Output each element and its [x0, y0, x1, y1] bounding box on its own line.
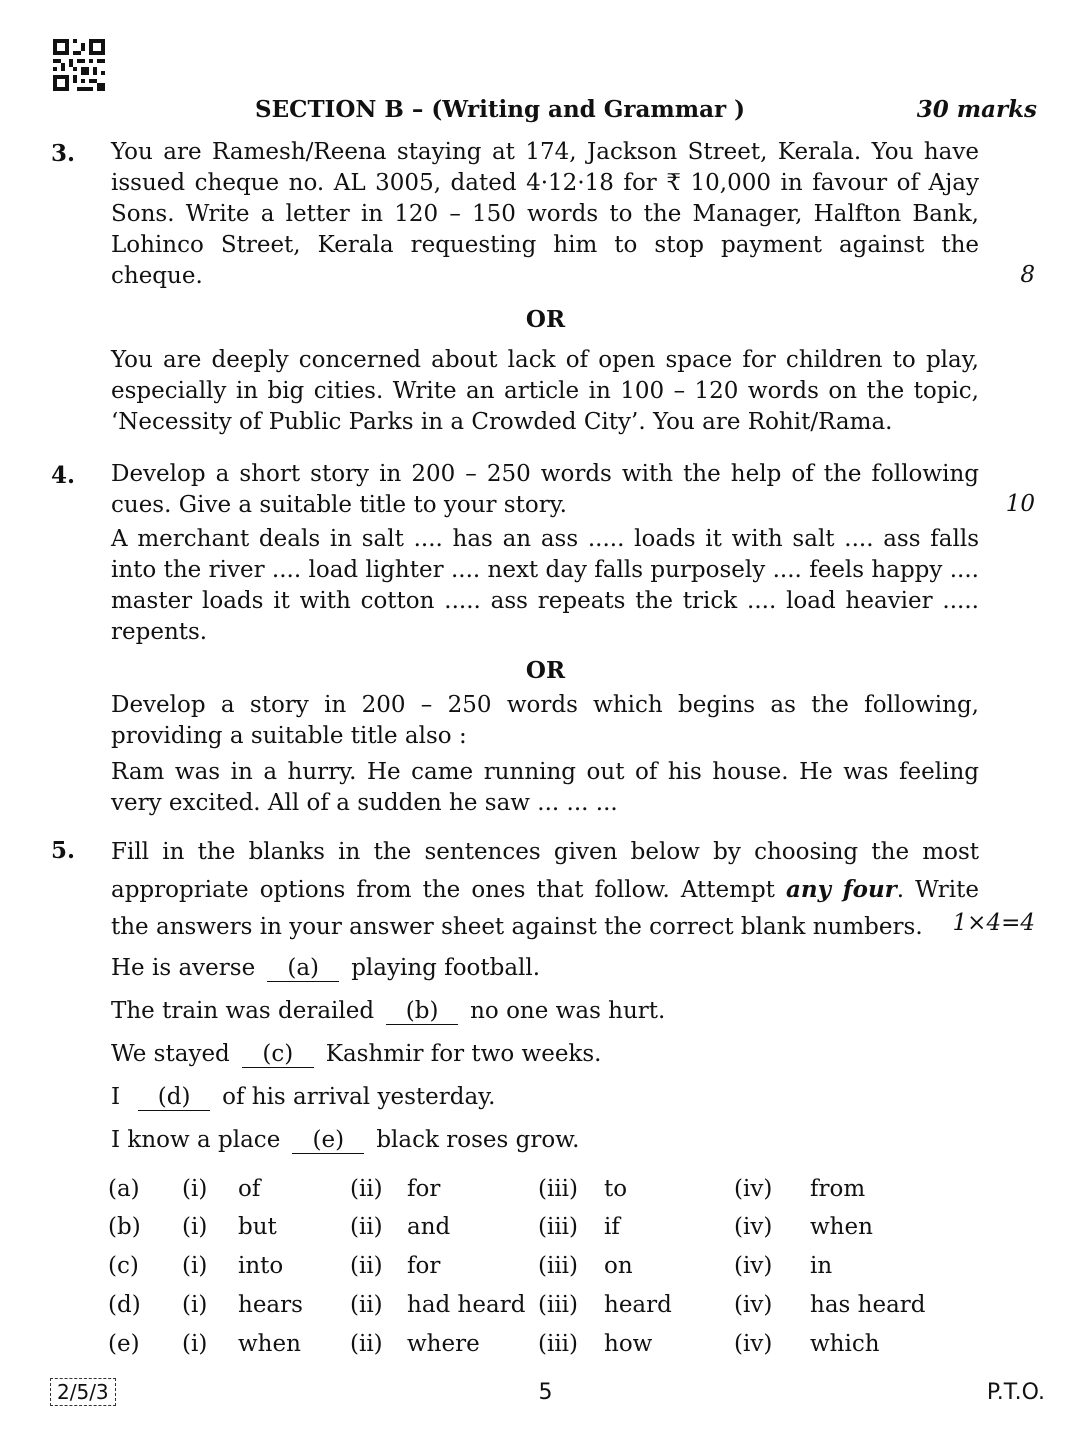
question-4-marks: 10 — [1005, 491, 1035, 517]
or-label: OR — [525, 306, 566, 333]
roman-iv: (iv) — [734, 1253, 773, 1279]
qr-code-icon — [53, 39, 105, 91]
please-turn-over: P.T.O. — [986, 1380, 1045, 1405]
option-label: (a) — [108, 1176, 140, 1202]
emphasis-any-four: any four — [785, 876, 897, 903]
blank-sentence-a: He is averse (a) playing football. — [111, 955, 541, 981]
roman-ii: (ii) — [350, 1292, 383, 1318]
question-3-line: issued cheque no. AL 3005, dated 4·12·18 for ₹ 10,000 in favour of Ajay — [111, 170, 979, 196]
option-i: into — [238, 1253, 284, 1279]
option-label: (e) — [108, 1331, 140, 1357]
option-i: but — [238, 1214, 277, 1240]
blank-c: (c) — [242, 1041, 314, 1068]
question-number-4: 4. — [51, 462, 76, 489]
roman-i: (i) — [182, 1214, 208, 1240]
roman-iii: (iii) — [538, 1176, 579, 1202]
question-number-5: 5. — [51, 837, 76, 864]
cue-line: into the river .... load lighter .... next day falls purposely .... feels happy .... — [111, 557, 979, 583]
option-iii: on — [604, 1253, 633, 1279]
question-4-alternative-text — [111, 690, 979, 752]
roman-ii: (ii) — [350, 1214, 383, 1240]
option-iii: heard — [604, 1292, 672, 1318]
cue-line: master loads it with cotton ..... ass repeats the trick .... load heavier ..... — [111, 588, 979, 614]
roman-i: (i) — [182, 1292, 208, 1318]
option-label: (b) — [108, 1214, 141, 1240]
blank-e: (e) — [292, 1127, 364, 1154]
question-5-line: appropriate options from the ones that follow. Attempt any four. Write — [111, 876, 979, 903]
paper-code: 2/5/3 — [50, 1378, 116, 1406]
question-3-line: Sons. Write a letter in 120 – 150 words to the Manager, Halfton Bank, — [111, 201, 979, 227]
question-4-alt-line: Develop a story in 200 – 250 words which begins as the following, — [111, 692, 979, 718]
roman-ii: (ii) — [350, 1176, 383, 1202]
blank-sentence-e: I know a place (e) black roses grow. — [111, 1127, 580, 1153]
cue-line: A merchant deals in salt .... has an ass ..... loads it with salt .... ass falls — [111, 526, 979, 552]
cue-line: repents. — [111, 619, 208, 645]
story-beginning-line: Ram was in a hurry. He came running out of his house. He was feeling — [111, 759, 979, 785]
blank-a: (a) — [267, 955, 339, 982]
roman-ii: (ii) — [350, 1253, 383, 1279]
blank-sentence-c: We stayed (c) Kashmir for two weeks. — [111, 1041, 602, 1067]
option-label: (d) — [108, 1292, 141, 1318]
question-4-cues — [111, 524, 979, 648]
question-4-text — [111, 459, 979, 521]
section-title: SECTION B – (Writing and Grammar ) — [255, 96, 746, 123]
option-iv: which — [810, 1331, 880, 1357]
option-iii: how — [604, 1331, 653, 1357]
roman-iv: (iv) — [734, 1292, 773, 1318]
roman-iii: (iii) — [538, 1292, 579, 1318]
question-3-alt-line: ‘Necessity of Public Parks in a Crowded City’. You are Rohit/Rama. — [111, 409, 893, 435]
option-iv: has heard — [810, 1292, 926, 1318]
option-iv: when — [810, 1214, 873, 1240]
page-number: 5 — [538, 1380, 553, 1405]
option-i: hears — [238, 1292, 303, 1318]
roman-iv: (iv) — [734, 1176, 773, 1202]
question-3-alternative-text — [111, 345, 979, 438]
roman-iii: (iii) — [538, 1331, 579, 1357]
blank-sentence-b: The train was derailed (b) no one was hurt. — [111, 998, 666, 1024]
option-i: of — [238, 1176, 261, 1202]
roman-ii: (ii) — [350, 1331, 383, 1357]
question-4-line: cues. Give a suitable title to your story. — [111, 492, 567, 518]
blank-sentence-d: I (d) of his arrival yesterday. — [111, 1084, 496, 1110]
option-ii: for — [407, 1176, 441, 1202]
roman-iv: (iv) — [734, 1331, 773, 1357]
option-ii: and — [407, 1214, 451, 1240]
question-5-text — [111, 834, 979, 946]
section-marks: 30 marks — [916, 96, 1037, 123]
option-iii: to — [604, 1176, 628, 1202]
story-beginning-line: very excited. All of a sudden he saw ... ... ... — [111, 790, 618, 816]
question-3-line: You are Ramesh/Reena staying at 174, Jackson Street, Kerala. You have — [111, 139, 979, 165]
option-iv: from — [810, 1176, 866, 1202]
question-3-alt-line: You are deeply concerned about lack of open space for children to play, — [111, 347, 979, 373]
roman-i: (i) — [182, 1253, 208, 1279]
option-iv: in — [810, 1253, 833, 1279]
question-3-text — [111, 137, 979, 292]
roman-i: (i) — [182, 1331, 208, 1357]
or-label: OR — [525, 657, 566, 684]
question-5-line: Fill in the blanks in the sentences given below by choosing the most — [111, 839, 979, 865]
roman-iv: (iv) — [734, 1214, 773, 1240]
roman-i: (i) — [182, 1176, 208, 1202]
option-i: when — [238, 1331, 301, 1357]
blank-b: (b) — [386, 998, 458, 1025]
story-beginning — [111, 757, 979, 819]
question-number-3: 3. — [51, 140, 76, 167]
blank-d: (d) — [138, 1084, 210, 1111]
question-3-line: Lohinco Street, Kerala requesting him to stop payment against the — [111, 232, 979, 258]
roman-iii: (iii) — [538, 1214, 579, 1240]
question-5-marks: 1×4=4 — [952, 910, 1035, 936]
question-3-marks: 8 — [1020, 262, 1035, 288]
roman-iii: (iii) — [538, 1253, 579, 1279]
question-4-alt-line: providing a suitable title also : — [111, 723, 467, 749]
option-label: (c) — [108, 1253, 139, 1279]
option-ii: had heard — [407, 1292, 526, 1318]
question-3-alt-line: especially in big cities. Write an article in 100 – 120 words on the topic, — [111, 378, 979, 404]
option-ii: where — [407, 1331, 480, 1357]
question-5-line: the answers in your answer sheet against the correct blank numbers. — [111, 914, 923, 940]
option-ii: for — [407, 1253, 441, 1279]
option-iii: if — [604, 1214, 620, 1240]
question-4-line: Develop a short story in 200 – 250 words with the help of the following — [111, 461, 979, 487]
question-3-line: cheque. — [111, 263, 203, 289]
